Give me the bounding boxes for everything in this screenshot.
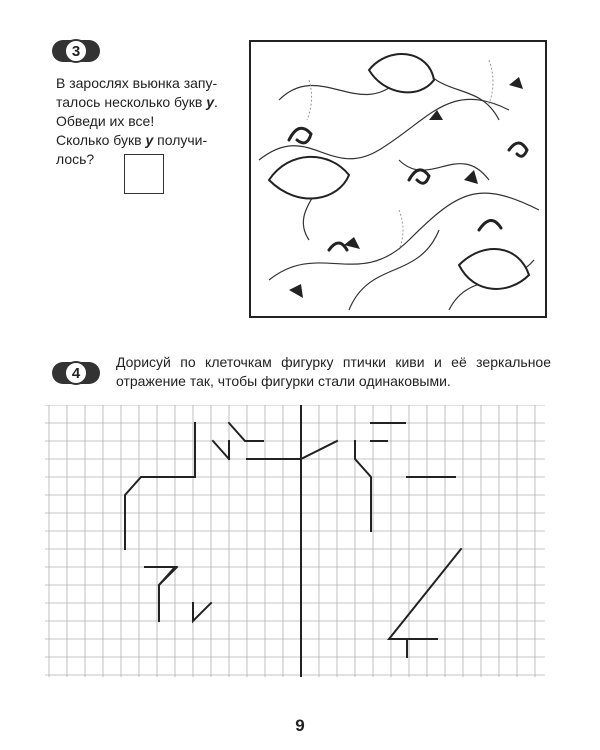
task-3-line-4: Сколько букв у получи- [56,132,208,148]
task-4-line-2: отражение так, чтобы фигурки стали одинаковыми. [116,373,451,389]
kiwi-head-right [355,441,371,531]
kiwi-belly-left [159,567,177,585]
kiwi-beak-left [229,423,263,441]
answer-box[interactable] [124,154,164,194]
page-number: 9 [295,716,305,735]
task-3-badge [52,40,100,62]
kiwi-head-left [213,441,229,459]
kiwi-back-left [125,423,195,549]
kiwi-foot-left [193,603,211,621]
kiwi-beak-right [247,441,337,459]
drawing-grid[interactable] [45,405,545,677]
task-4-number: 4 [64,361,88,385]
kiwi-belly-right [389,549,461,639]
task-3-line-2: талось несколько букв у. [56,94,218,110]
task-3-line-5: лось? [56,151,95,167]
kiwi-leg-left [145,567,175,621]
kiwi-crest-right [371,423,405,441]
task-3-number: 3 [64,39,88,63]
task-4-badge [52,362,100,384]
task-4-line-1: Дорисуй по клеточкам фигурку птички киви и её зеркальное [116,354,551,370]
vine-illustration [249,40,547,318]
task-3-line-1: В зарослях вьюнка запу- [56,75,218,91]
task-3-line-3: Обведи их все! [56,113,155,129]
grid-lines [45,405,545,677]
task-4-instructions [116,353,551,391]
